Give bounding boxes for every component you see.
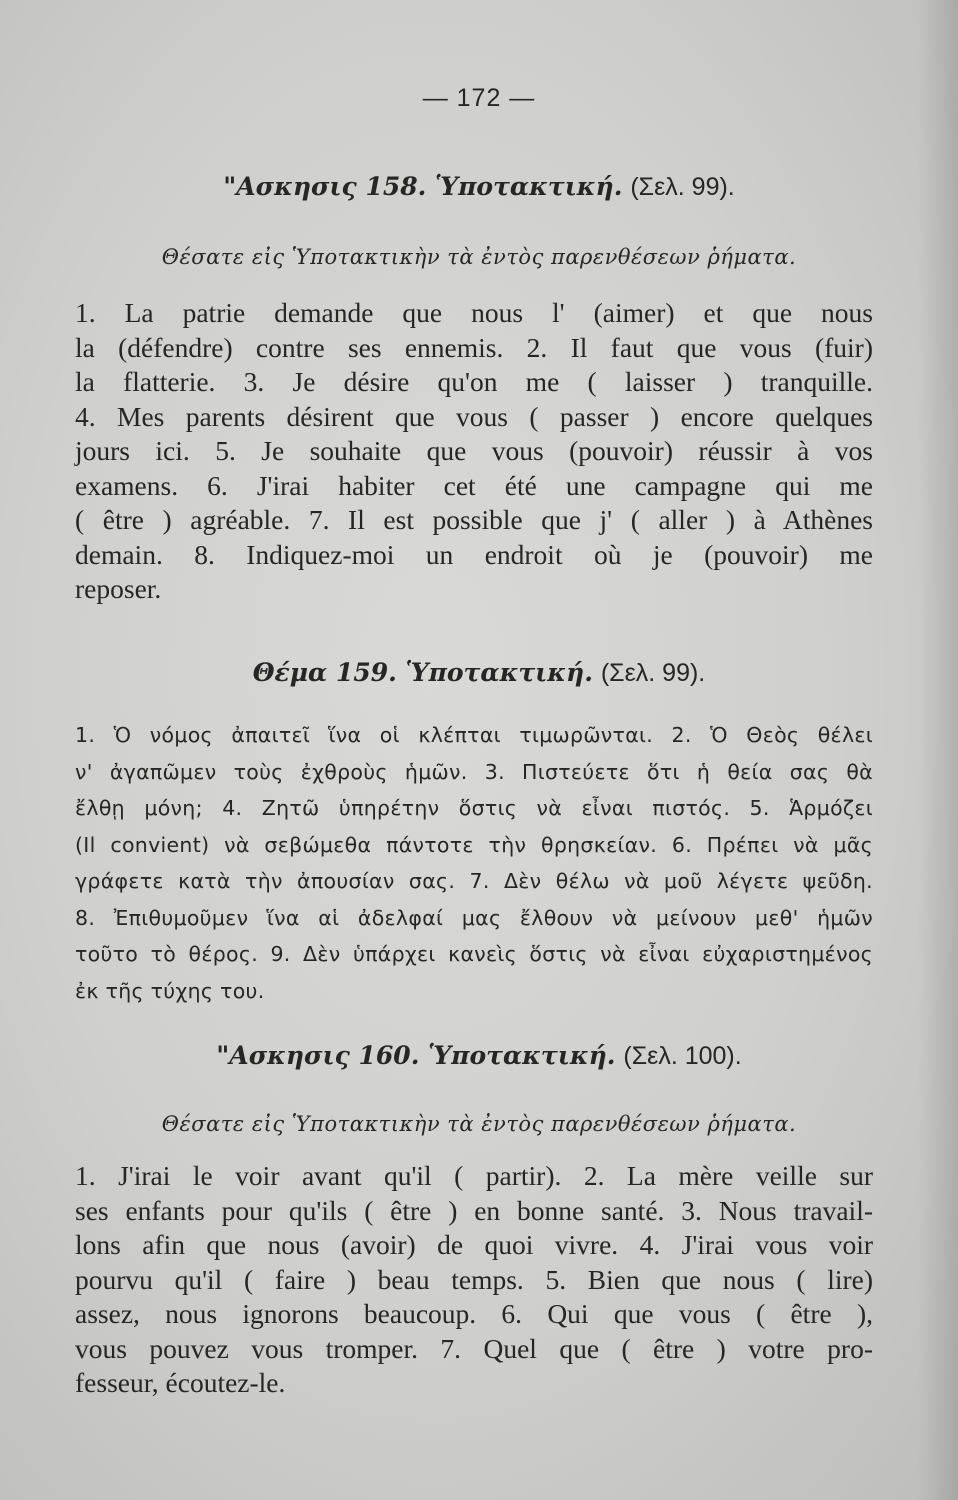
exercise-160-line: pourvu qu'il ( faire ) beau temps. 5. Bien que nous ( lire) [75,1263,873,1295]
exercise-158-instruction: Θέσατε εἰς Ὑποτακτικὴν τὰ ἐντὸς παρενθέσεων ῥήματα. [161,245,797,269]
exercise-160-text [75,1159,873,1401]
exercise-158-line: demain. 8. Indiquez-moi un endroit où je (pouvoir) me [75,538,873,570]
theme-159-page-ref: (Σελ. 99). [600,659,706,687]
theme-159-line: (Il convient) νὰ σεβώμεθα πάντοτε τὴν θρησκείαν. 6. Πρέπει νὰ μᾶς [75,832,873,857]
theme-159-line: 8. Ἐπιθυμοῦμεν ἵνα αἱ ἀδελφαί μας ἔλθουν νὰ μείνουν μεθ' ἡμῶν [75,905,873,930]
exercise-158-line: examens. 6. J'irai habiter cet été une campagne qui me [75,469,873,501]
exercise-160-line: ses enfants pour qu'ils ( être ) en bonne santé. 3. Nous travail- [75,1194,873,1226]
exercise-158-text [75,296,873,607]
exercise-158-line: 4. Mes parents désirent que vous ( passer ) encore quelques [75,400,873,432]
theme-159-line: ν' ἀγαπῶμεν τοὺς ἐχθροὺς ἡμῶν. 3. Πιστεύετε ὅτι ἡ θεία σας θὰ [75,759,873,784]
page-number: — 172 — [422,84,536,112]
theme-159-line: 1. Ὁ νόμος ἀπαιτεῖ ἵνα οἱ κλέπται τιμωρῶνται. 2. Ὁ Θεὸς θέλει [75,723,873,747]
theme-159-line: ἔλθῃ μόνη; 4. Ζητῶ ὑπηρέτην ὅστις νὰ εἶναι πιστός. 5. Ἁρμόζει [75,796,873,820]
exercise-160-page-ref: (Σελ. 100). [623,1042,742,1070]
exercise-160-heading [0,1041,958,1071]
exercise-160-line: lons afin que nous (avoir) de quoi vivre. 4. J'irai vous voir [75,1229,873,1260]
exercise-160-line: 1. J'irai le voir avant qu'il ( partir). 2. La mère veille sur [75,1160,873,1191]
exercise-158-line: la (défendre) contre ses ennemis. 2. Il faut que vous (fuir) [75,331,873,363]
exercise-160-instruction: Θέσατε εἰς Ὑποτακτικὴν τὰ ἐντὸς παρενθέσεων ῥήματα. [161,1112,797,1136]
theme-159-line: τοῦτο τὸ θέρος. 9. Δὲν ὑπάρχει κανεὶς ὅστις νὰ εἶναι εὐχαριστημένος [75,942,873,966]
exercise-160-line: assez, nous ignorons beaucoup. 6. Qui que vous ( être ), [75,1298,873,1329]
exercise-158-line: 1. La patrie demande que nous l' (aimer) et que nous [75,297,873,328]
exercise-158-line: ( être ) agréable. 7. Il est possible que j' ( aller ) à Athènes [75,504,873,535]
exercise-160-line: vous pouvez vous tromper. 7. Quel que ( être ) votre pro- [75,1332,873,1364]
exercise-158-line: jours ici. 5. Je souhaite que vous (pouvoir) réussir à vos [75,435,873,466]
exercise-160-line: fesseur, écoutez-le. [75,1367,286,1398]
exercise-158-line: la flatterie. 3. Je désire qu'on me ( laisser ) tranquille. [75,366,873,397]
exercise-158-page-ref: (Σελ. 99). [630,173,735,201]
exercise-158-line: reposer. [75,573,162,604]
exercise-158-title: "Ασκησις 158. Ὑποτακτική. [223,172,623,201]
theme-159-line: ἐκ τῆς τύχης του. [75,978,265,1003]
exercise-158-heading [0,172,958,202]
theme-159-title: Θέμα 159. Ὑποτακτική. [252,658,593,687]
exercise-160-title: "Ασκησις 160. Ὑποτακτική. [216,1041,616,1070]
theme-159-line: γράφετε κατὰ τὴν ἀπουσίαν σας. 7. Δὲν θέλω νὰ μοῦ λέγετε ψεῦδη. [75,869,873,893]
theme-159-text [75,717,873,1009]
theme-159-heading [0,658,958,688]
